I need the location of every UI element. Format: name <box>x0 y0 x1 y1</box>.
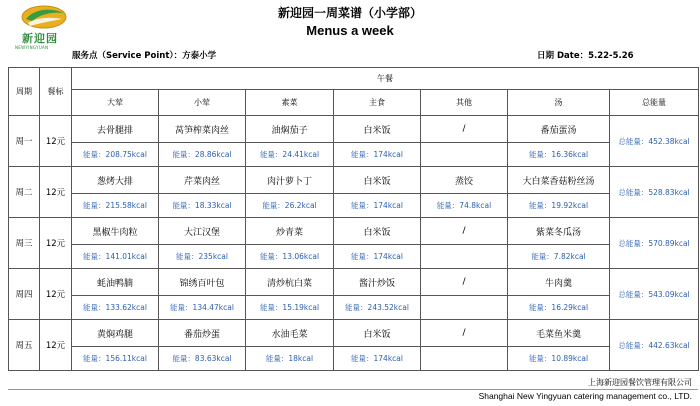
day-cell: 周一 <box>9 116 40 167</box>
total-energy-cell: 总能量：543.09kcal <box>610 269 699 320</box>
energy-cell: 能量：83.63kcal <box>159 347 246 371</box>
energy-cell: 能量：10.89kcal <box>508 347 610 371</box>
dish-cell: 酱汁炒饭 <box>334 269 421 296</box>
column-header: 小荤 <box>159 90 246 116</box>
dish-cell: 黄焖鸡腿 <box>72 320 159 347</box>
dish-cell: 番茄蛋汤 <box>508 116 610 143</box>
page-subtitle: Menus a week <box>306 23 394 38</box>
dish-cell: 芹菜肉丝 <box>159 167 246 194</box>
column-header: 总能量 <box>610 90 699 116</box>
dish-cell: / <box>421 116 508 143</box>
dish-cell: 毛菜鱼米羹 <box>508 320 610 347</box>
dish-cell: 清炒杭白菜 <box>246 269 334 296</box>
table-row <box>9 143 699 167</box>
day-cell: 周二 <box>9 167 40 218</box>
logo-text: 新迎园 <box>22 32 58 45</box>
energy-cell: 能量：18.33kcal <box>159 194 246 218</box>
dish-cell: 白米饭 <box>334 218 421 245</box>
energy-cell: 能量：18kcal <box>246 347 334 371</box>
energy-cell: 能量：7.82kcal <box>508 245 610 269</box>
energy-cell: 能量：215.58kcal <box>72 194 159 218</box>
table-row <box>9 167 699 194</box>
dish-cell: 白米饭 <box>334 167 421 194</box>
day-cell: 周五 <box>9 320 40 371</box>
table-row <box>9 347 699 371</box>
energy-cell: 能量：208.75kcal <box>72 143 159 167</box>
dish-cell: 黑椒牛肉粒 <box>72 218 159 245</box>
dish-cell: 水油毛菜 <box>246 320 334 347</box>
dish-cell: 蚝油鸭腩 <box>72 269 159 296</box>
energy-cell: 能量：24.41kcal <box>246 143 334 167</box>
menu-table <box>8 67 699 371</box>
dish-cell: 牛肉羹 <box>508 269 610 296</box>
column-header: 汤 <box>508 90 610 116</box>
dish-cell: 大江汉堡 <box>159 218 246 245</box>
price-cell: 12元 <box>40 218 72 269</box>
date-label: 日期 Date：5.22-5.26 <box>537 51 634 61</box>
energy-cell: 能量：15.19kcal <box>246 296 334 320</box>
energy-cell: 能量：134.47kcal <box>159 296 246 320</box>
energy-cell <box>421 347 508 371</box>
column-header: 素菜 <box>246 90 334 116</box>
table-row <box>9 116 699 143</box>
table-row <box>9 245 699 269</box>
energy-cell: 能量：133.62kcal <box>72 296 159 320</box>
dish-cell: / <box>421 320 508 347</box>
energy-cell <box>421 143 508 167</box>
total-energy-cell: 总能量：570.89kcal <box>610 218 699 269</box>
lunch-header: 午餐 <box>72 68 699 90</box>
dish-cell: 去骨腿排 <box>72 116 159 143</box>
energy-cell: 能量：243.52kcal <box>334 296 421 320</box>
energy-cell <box>421 245 508 269</box>
total-energy-cell: 总能量：528.83kcal <box>610 167 699 218</box>
table-row <box>9 218 699 245</box>
energy-cell <box>421 296 508 320</box>
dish-cell: 白米饭 <box>334 320 421 347</box>
total-energy-cell: 总能量：442.63kcal <box>610 320 699 371</box>
dish-cell: / <box>421 218 508 245</box>
energy-cell: 能量：141.01kcal <box>72 245 159 269</box>
energy-cell: 能量：174kcal <box>334 194 421 218</box>
logo-subtext: NEWYINGYUAN <box>15 45 49 50</box>
table-row <box>9 320 699 347</box>
dish-cell: 肉汁萝卜丁 <box>246 167 334 194</box>
price-cell: 12元 <box>40 320 72 371</box>
column-header: 大荤 <box>72 90 159 116</box>
day-cell: 周三 <box>9 218 40 269</box>
price-header: 餐标 <box>40 68 72 116</box>
price-cell: 12元 <box>40 269 72 320</box>
dish-cell: 白米饭 <box>334 116 421 143</box>
service-point-label: 服务点（Service Point）：方泰小学 <box>72 51 217 61</box>
energy-cell: 能量：13.06kcal <box>246 245 334 269</box>
company-name-cn: 上海新迎园餐饮管理有限公司 <box>588 378 692 387</box>
day-cell: 周四 <box>9 269 40 320</box>
energy-cell: 能量：156.11kcal <box>72 347 159 371</box>
dish-cell: 锦绣百叶包 <box>159 269 246 296</box>
dish-cell: 紫菜冬瓜汤 <box>508 218 610 245</box>
dish-cell: 番茄炒蛋 <box>159 320 246 347</box>
dish-cell: 油焖茄子 <box>246 116 334 143</box>
footer-divider <box>8 389 698 390</box>
table-row <box>9 194 699 218</box>
table-row <box>9 296 699 320</box>
dish-cell: / <box>421 269 508 296</box>
energy-cell: 能量：174kcal <box>334 245 421 269</box>
price-cell: 12元 <box>40 167 72 218</box>
energy-cell: 能量：235kcal <box>159 245 246 269</box>
dish-cell: 大白菜香菇粉丝汤 <box>508 167 610 194</box>
energy-cell: 能量：28.86kcal <box>159 143 246 167</box>
energy-cell: 能量：174kcal <box>334 347 421 371</box>
dish-cell: 炒青菜 <box>246 218 334 245</box>
company-name-en: Shanghai New Yingyuan catering management co., LTD. <box>478 391 692 401</box>
dish-cell: 莴笋榨菜肉丝 <box>159 116 246 143</box>
energy-cell: 能量：74.8kcal <box>421 194 508 218</box>
energy-cell: 能量：26.2kcal <box>246 194 334 218</box>
energy-cell: 能量：19.92kcal <box>508 194 610 218</box>
dish-cell: 葱烤大排 <box>72 167 159 194</box>
energy-cell: 能量：16.36kcal <box>508 143 610 167</box>
energy-cell: 能量：174kcal <box>334 143 421 167</box>
week-header: 周期 <box>9 68 40 116</box>
column-header: 其他 <box>421 90 508 116</box>
total-energy-cell: 总能量：452.38kcal <box>610 116 699 167</box>
energy-cell: 能量：16.29kcal <box>508 296 610 320</box>
page-title: 新迎园一周菜谱（小学部） <box>277 6 422 20</box>
column-header: 主食 <box>334 90 421 116</box>
table-row <box>9 269 699 296</box>
dish-cell: 蒸饺 <box>421 167 508 194</box>
price-cell: 12元 <box>40 116 72 167</box>
